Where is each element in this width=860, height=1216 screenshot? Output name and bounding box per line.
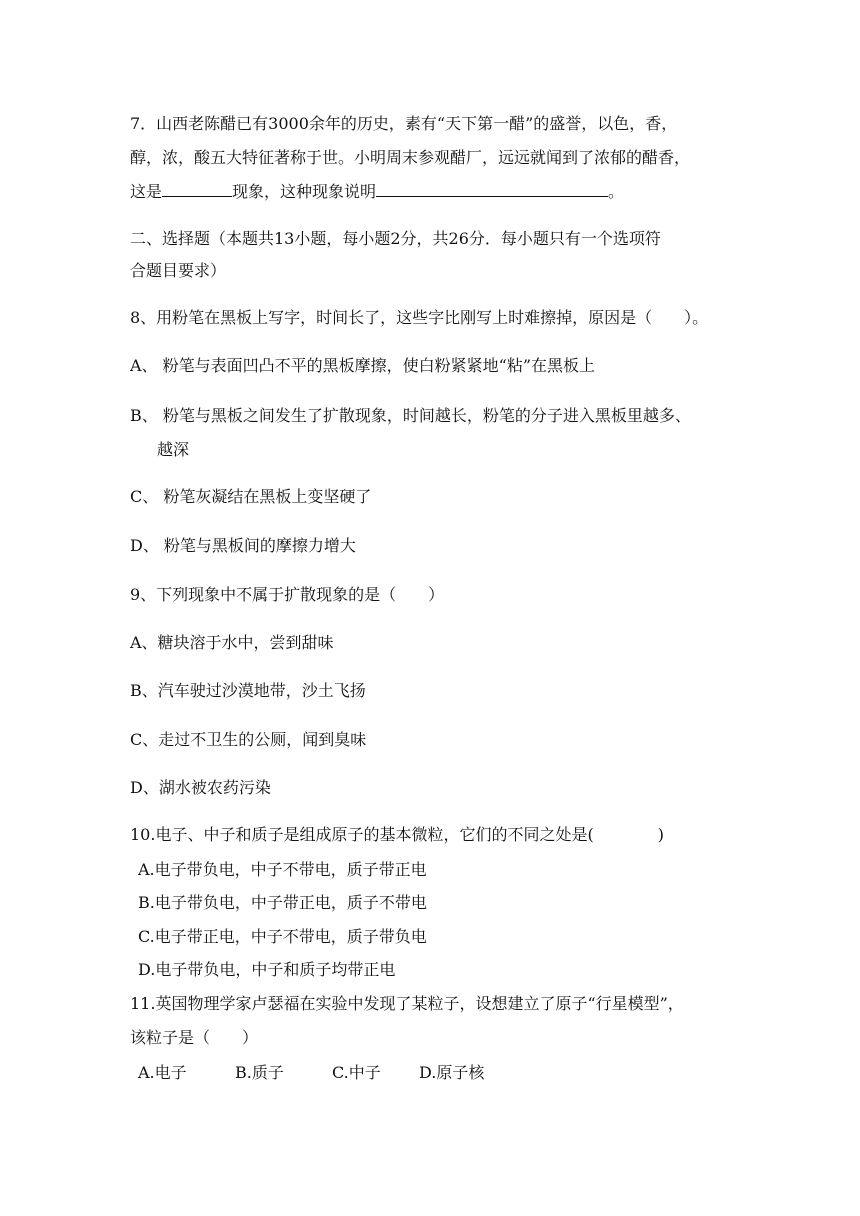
q11-option-b: B.质子 [235,1063,284,1082]
q7-text-b: 现象，这种现象说明 [232,182,377,201]
q9-stem: 9、下列现象中不属于扩散现象的是（ ） [130,585,445,604]
q11-option-d: D.原子核 [419,1063,485,1082]
section2-heading-line2: 合题目要求） [130,261,227,280]
q9-option-d: D、湖水被农药污染 [130,778,271,797]
q7-line3 [130,181,624,203]
q11-option-a: A.电子 [138,1063,187,1082]
q11-option-c: C.中子 [332,1063,381,1082]
q9-option-b: B、汽车驶过沙漠地带，沙土飞扬 [130,681,366,700]
q7-text-c: 。 [608,182,625,201]
q10-option-a: A.电子带负电，中子不带电，质子带正电 [138,860,427,879]
q9-option-c: C、走过不卫生的公厕，闻到臭味 [130,730,367,749]
answer-blank-2[interactable] [376,182,608,197]
q10-option-c: C.电子带正电，中子不带电，质子带负电 [138,927,427,946]
q8-option-d: D、 粉笔与黑板间的摩擦力增大 [130,536,356,555]
q11-line2: 该粒子是（ ） [130,1028,259,1047]
q11-options [138,1062,484,1084]
q8-stem: 8、用粉笔在黑板上写字，时间长了，这些字比刚写上时难擦掉，原因是（ ）。 [130,308,709,327]
q8-option-b-cont: 越深 [157,440,190,459]
q8-option-c: C、 粉笔灰凝结在黑板上变坚硬了 [130,487,372,506]
q8-option-b: B、 粉笔与黑板之间发生了扩散现象，时间越长，粉笔的分子进入黑板里越多、 [130,406,691,425]
q9-option-a: A、糖块溶于水中，尝到甜味 [130,633,334,652]
q10-option-b: B.电子带负电，中子带正电，质子不带电 [138,893,427,912]
q7-text-a: 这是 [130,182,163,201]
q10-option-d: D.电子带负电，中子和质子均带正电 [138,960,396,979]
q10-stem: 10.电子、中子和质子是组成原子的基本微粒，它们的不同之处是( ) [130,825,664,844]
answer-blank-1[interactable] [162,182,232,197]
q7-line2: 醇，浓，酸五大特征著称于世。小明周末参观醋厂，远远就闻到了浓郁的醋香， [130,148,691,167]
q8-option-a: A、 粉笔与表面凹凸不平的黑板摩擦，使白粉紧紧地“粘”在黑板上 [130,356,596,375]
q7-line1: 7．山西老陈醋已有3000余年的历史，素有“天下第一醋”的盛誉，以色，香， [130,114,678,133]
section2-heading-line1: 二、选择题（本题共13小题，每小题2分，共26分．每小题只有一个选项符 [130,229,661,248]
q11-line1: 11.英国物理学家卢瑟福在实验中发现了某粒子，设想建立了原子“行星模型”， [130,994,684,1013]
